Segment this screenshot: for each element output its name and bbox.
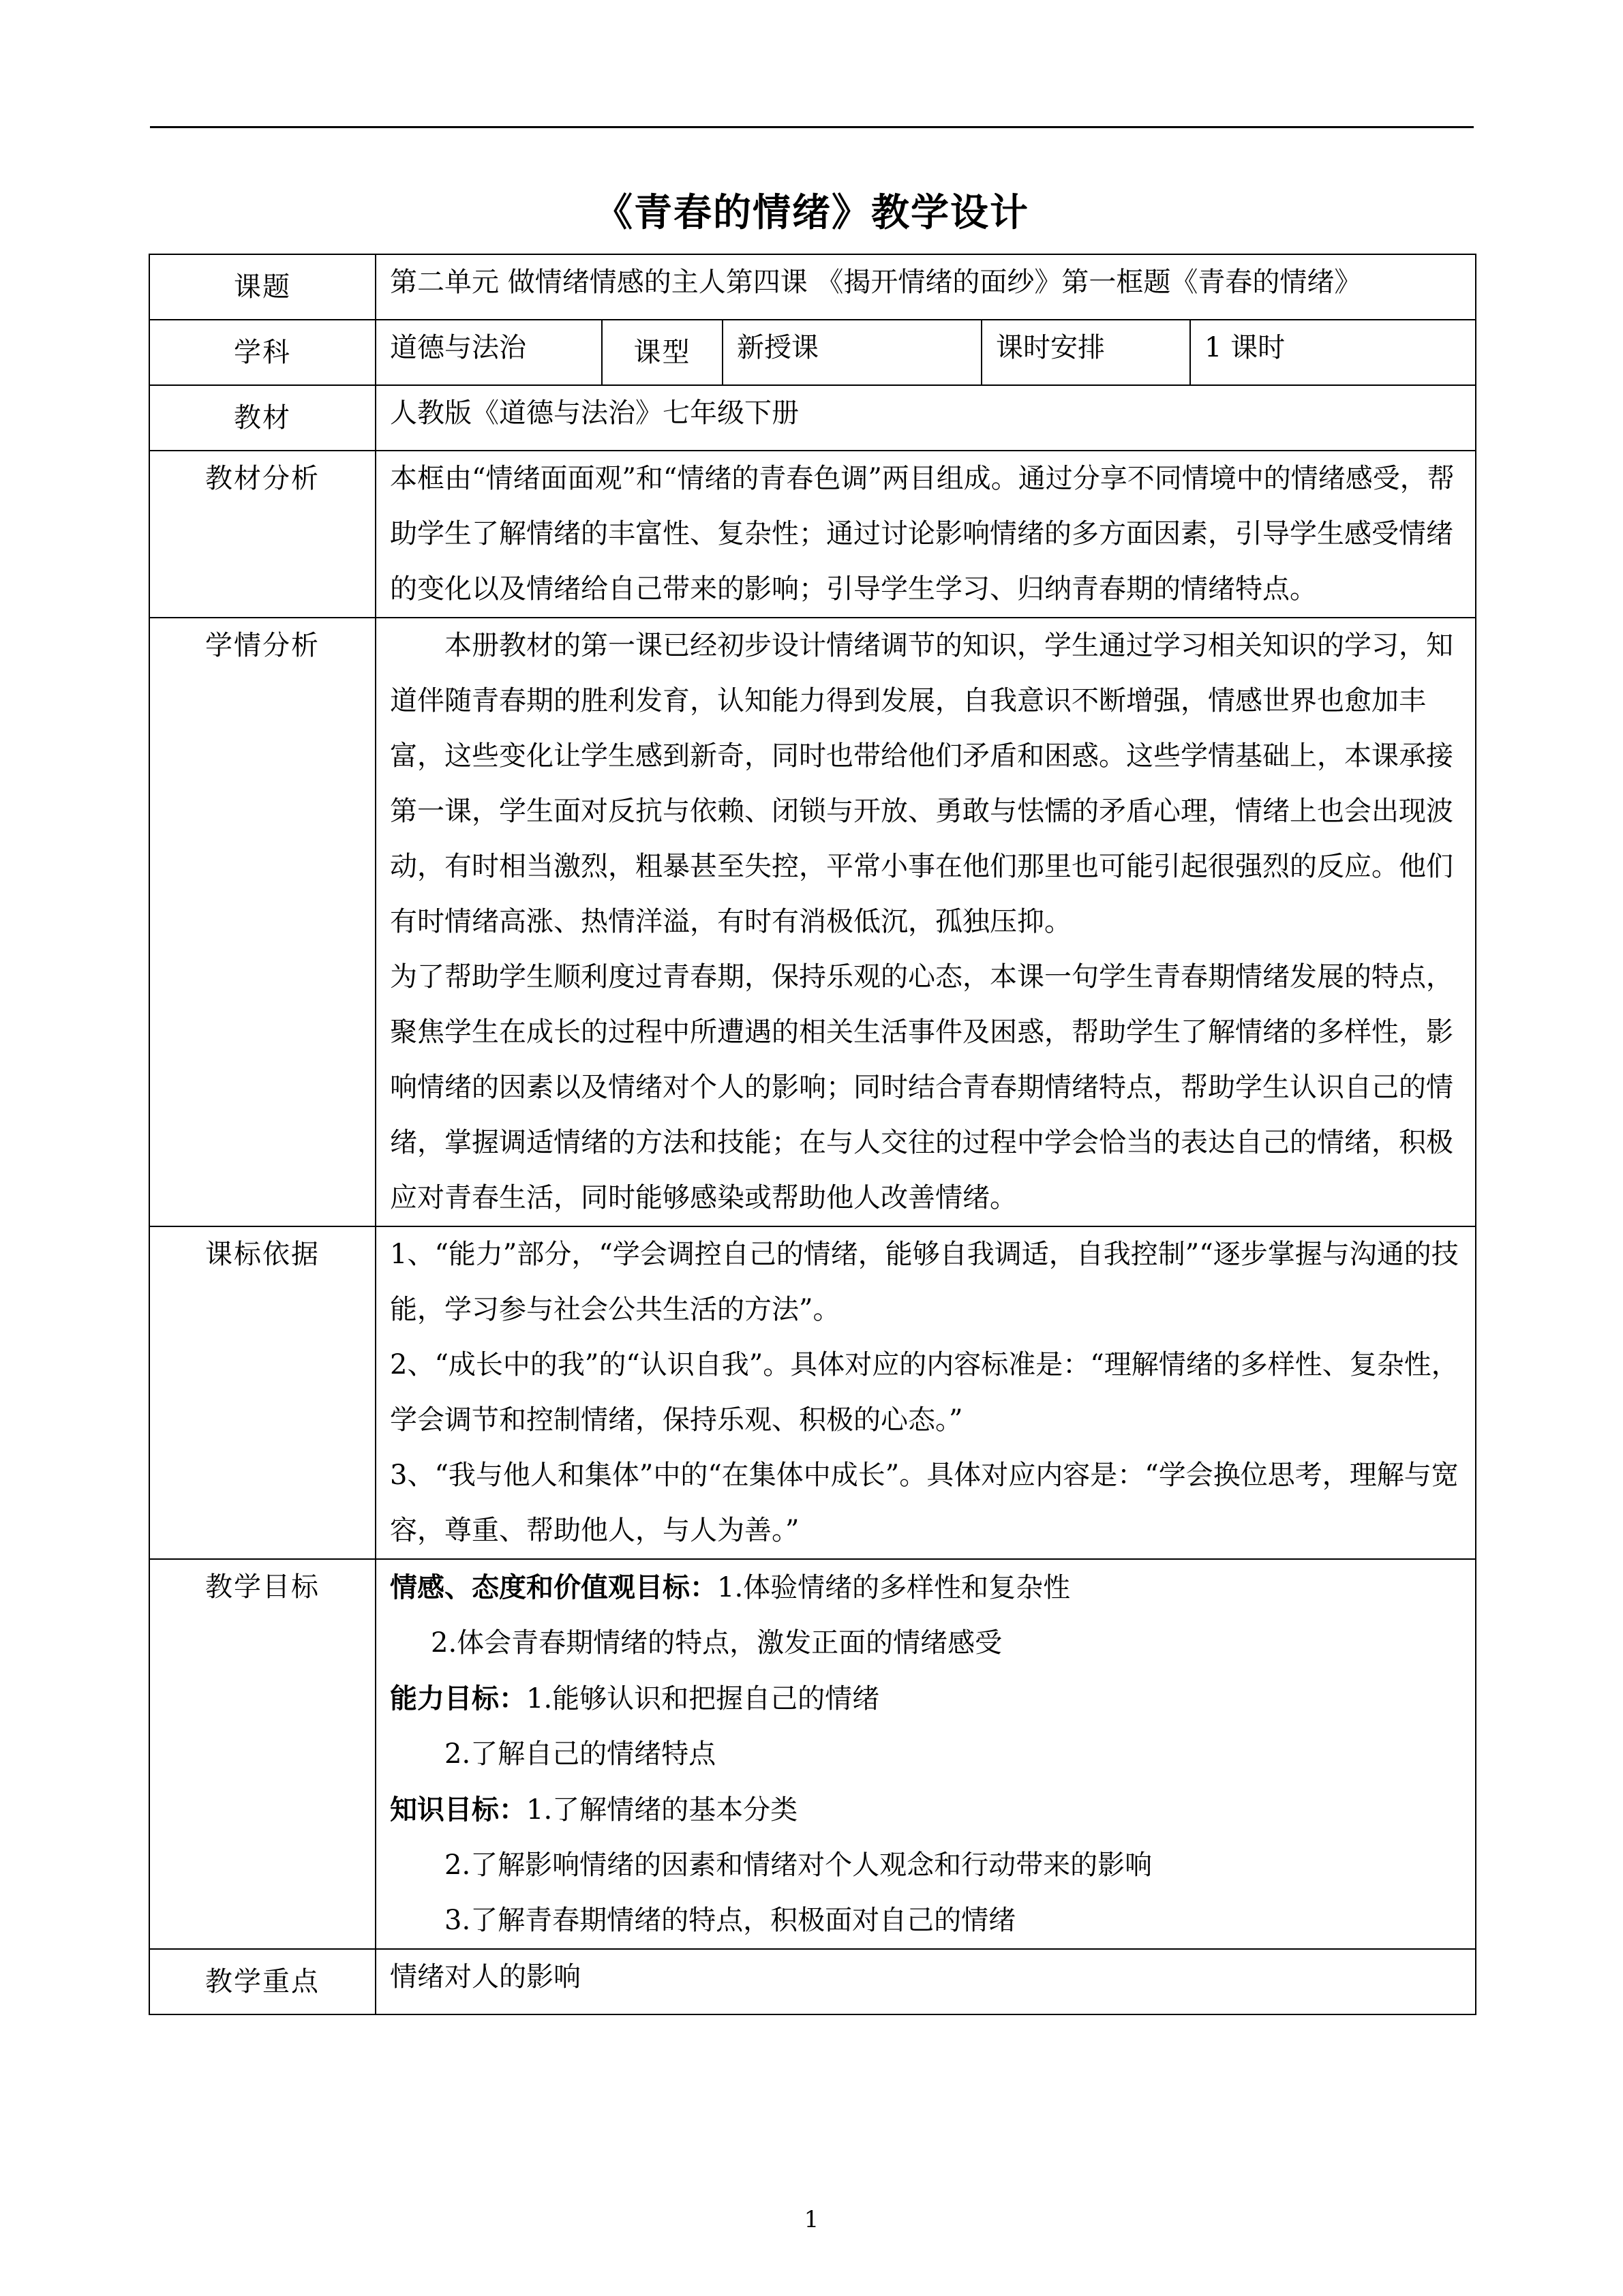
material-analysis-text: 本框由“情绪面面观”和“情绪的青春色调”两目组成。通过分享不同情境中的情绪感受，帮助学生了解情绪的丰富性、复杂性；通过讨论影响情绪的多方面因素，引导学生感受情绪的变化以及情绪给自己带来的影响；引导学生学习、归纳青春期的情绪特点。 xyxy=(390,463,1455,605)
lesson-plan-table xyxy=(149,254,1476,2015)
topic-label: 课题 xyxy=(149,254,376,320)
key-point-label: 教学重点 xyxy=(149,1949,376,2014)
key-point-value: 情绪对人的影响 xyxy=(376,1949,1476,2014)
table-row-student-analysis xyxy=(149,618,1476,1226)
document-title: 《青春的情绪》教学设计 xyxy=(594,190,1029,235)
knowledge-objective-heading: 知识目标： xyxy=(390,1794,526,1826)
knowledge-objective-line xyxy=(390,1782,1461,1838)
subject-value: 道德与法治 xyxy=(376,320,602,385)
curriculum-basis-cell xyxy=(376,1226,1476,1559)
knowledge-objective-2: 2.了解影响情绪的因素和情绪对个人观念和行动带来的影响 xyxy=(444,1849,1153,1881)
header-rule xyxy=(150,126,1474,128)
material-analysis-label: 教材分析 xyxy=(149,451,376,618)
ability-objective-2: 2.了解自己的情绪特点 xyxy=(444,1738,716,1770)
curriculum-basis-item-1: 1、“能力”部分，“学会调控自己的情绪，能够自我调适，自我控制”“逐步掌握与沟通的技能，学习参与社会公共生活的方法”。 xyxy=(390,1239,1459,1325)
textbook-label: 教材 xyxy=(149,385,376,451)
student-analysis-label: 学情分析 xyxy=(149,618,376,1226)
curriculum-basis-item-2: 2、“成长中的我”的“认识自我”。具体对应的内容标准是：“理解情绪的多样性、复杂性，学会调节和控制情绪，保持乐观、积极的心态。” xyxy=(390,1349,1459,1436)
emotion-objective-line xyxy=(390,1560,1461,1616)
table-row-subject xyxy=(149,320,1476,385)
table-row-curriculum-basis xyxy=(149,1226,1476,1559)
textbook-value: 人教版《道德与法治》七年级下册 xyxy=(376,385,1476,451)
emotion-objective-1: 1.体验情绪的多样性和复杂性 xyxy=(717,1572,1071,1603)
student-analysis-paragraph-1: 本册教材的第一课已经初步设计情绪调节的知识，学生通过学习相关知识的学习，知道伴随青春期的胜利发育，认知能力得到发展，自我意识不断增强，情感世界也愈加丰富，这些变化让学生感到新奇，同时也带给他们矛盾和困惑。这些学情基础上，本课承接第一课，学生面对反抗与依赖、闭锁与开放、勇敢与怯懦的矛盾心理，情绪上也会出现波动，有时相当激烈，粗暴甚至失控，平常小事在他们那里也可能引起很强烈的反应。他们有时情绪高涨、热情洋溢，有时有消极低沉，孤独压抑。 xyxy=(390,630,1453,937)
emotion-objective-2: 2.体会青春期情绪的特点，激发正面的情绪感受 xyxy=(431,1627,1003,1659)
table-row-topic xyxy=(149,254,1476,320)
emotion-objective-heading: 情感、态度和价值观目标： xyxy=(390,1571,717,1603)
knowledge-objective-3: 3.了解青春期情绪的特点，积极面对自己的情绪 xyxy=(444,1905,1016,1936)
table-row-objectives xyxy=(149,1559,1476,1949)
table-row-key-point xyxy=(149,1949,1476,2014)
ability-objective-1: 1.能够认识和把握自己的情绪 xyxy=(526,1683,880,1715)
class-hours-label: 课时安排 xyxy=(982,320,1190,385)
ability-objective-line xyxy=(390,1671,1461,1727)
objectives-label: 教学目标 xyxy=(149,1559,376,1949)
table-row-textbook xyxy=(149,385,1476,451)
lesson-type-value: 新授课 xyxy=(723,320,982,385)
table-row-material-analysis xyxy=(149,451,1476,618)
page-number: 1 xyxy=(804,2206,819,2233)
student-analysis-paragraph-2: 为了帮助学生顺利度过青春期，保持乐观的心态，本课一句学生青春期情绪发展的特点，聚焦学生在成长的过程中所遭遇的相关生活事件及困惑，帮助学生了解情绪的多样性，影响情绪的因素以及情绪对个人的影响；同时结合青春期情绪特点，帮助学生认识自己的情绪，掌握调适情绪的方法和技能；在与人交往的过程中学会恰当的表达自己的情绪，积极应对青春生活，同时能够感染或帮助他人改善情绪。 xyxy=(390,961,1453,1213)
lesson-type-label: 课型 xyxy=(602,320,723,385)
topic-value: 第二单元 做情绪情感的主人第四课 《揭开情绪的面纱》第一框题《青春的情绪》 xyxy=(376,254,1476,320)
ability-objective-heading: 能力目标： xyxy=(390,1682,526,1715)
curriculum-basis-label: 课标依据 xyxy=(149,1226,376,1559)
curriculum-basis-item-3: 3、“我与他人和集体”中的“在集体中成长”。具体对应内容是：“学会换位思考，理解与宽容，尊重、帮助他人，与人为善。” xyxy=(390,1460,1459,1546)
subject-label: 学科 xyxy=(149,320,376,385)
objectives-cell xyxy=(376,1559,1476,1949)
student-analysis-cell xyxy=(376,618,1476,1226)
class-hours-value: 1 课时 xyxy=(1190,320,1476,385)
material-analysis-cell xyxy=(376,451,1476,618)
knowledge-objective-1: 1.了解情绪的基本分类 xyxy=(526,1794,798,1826)
